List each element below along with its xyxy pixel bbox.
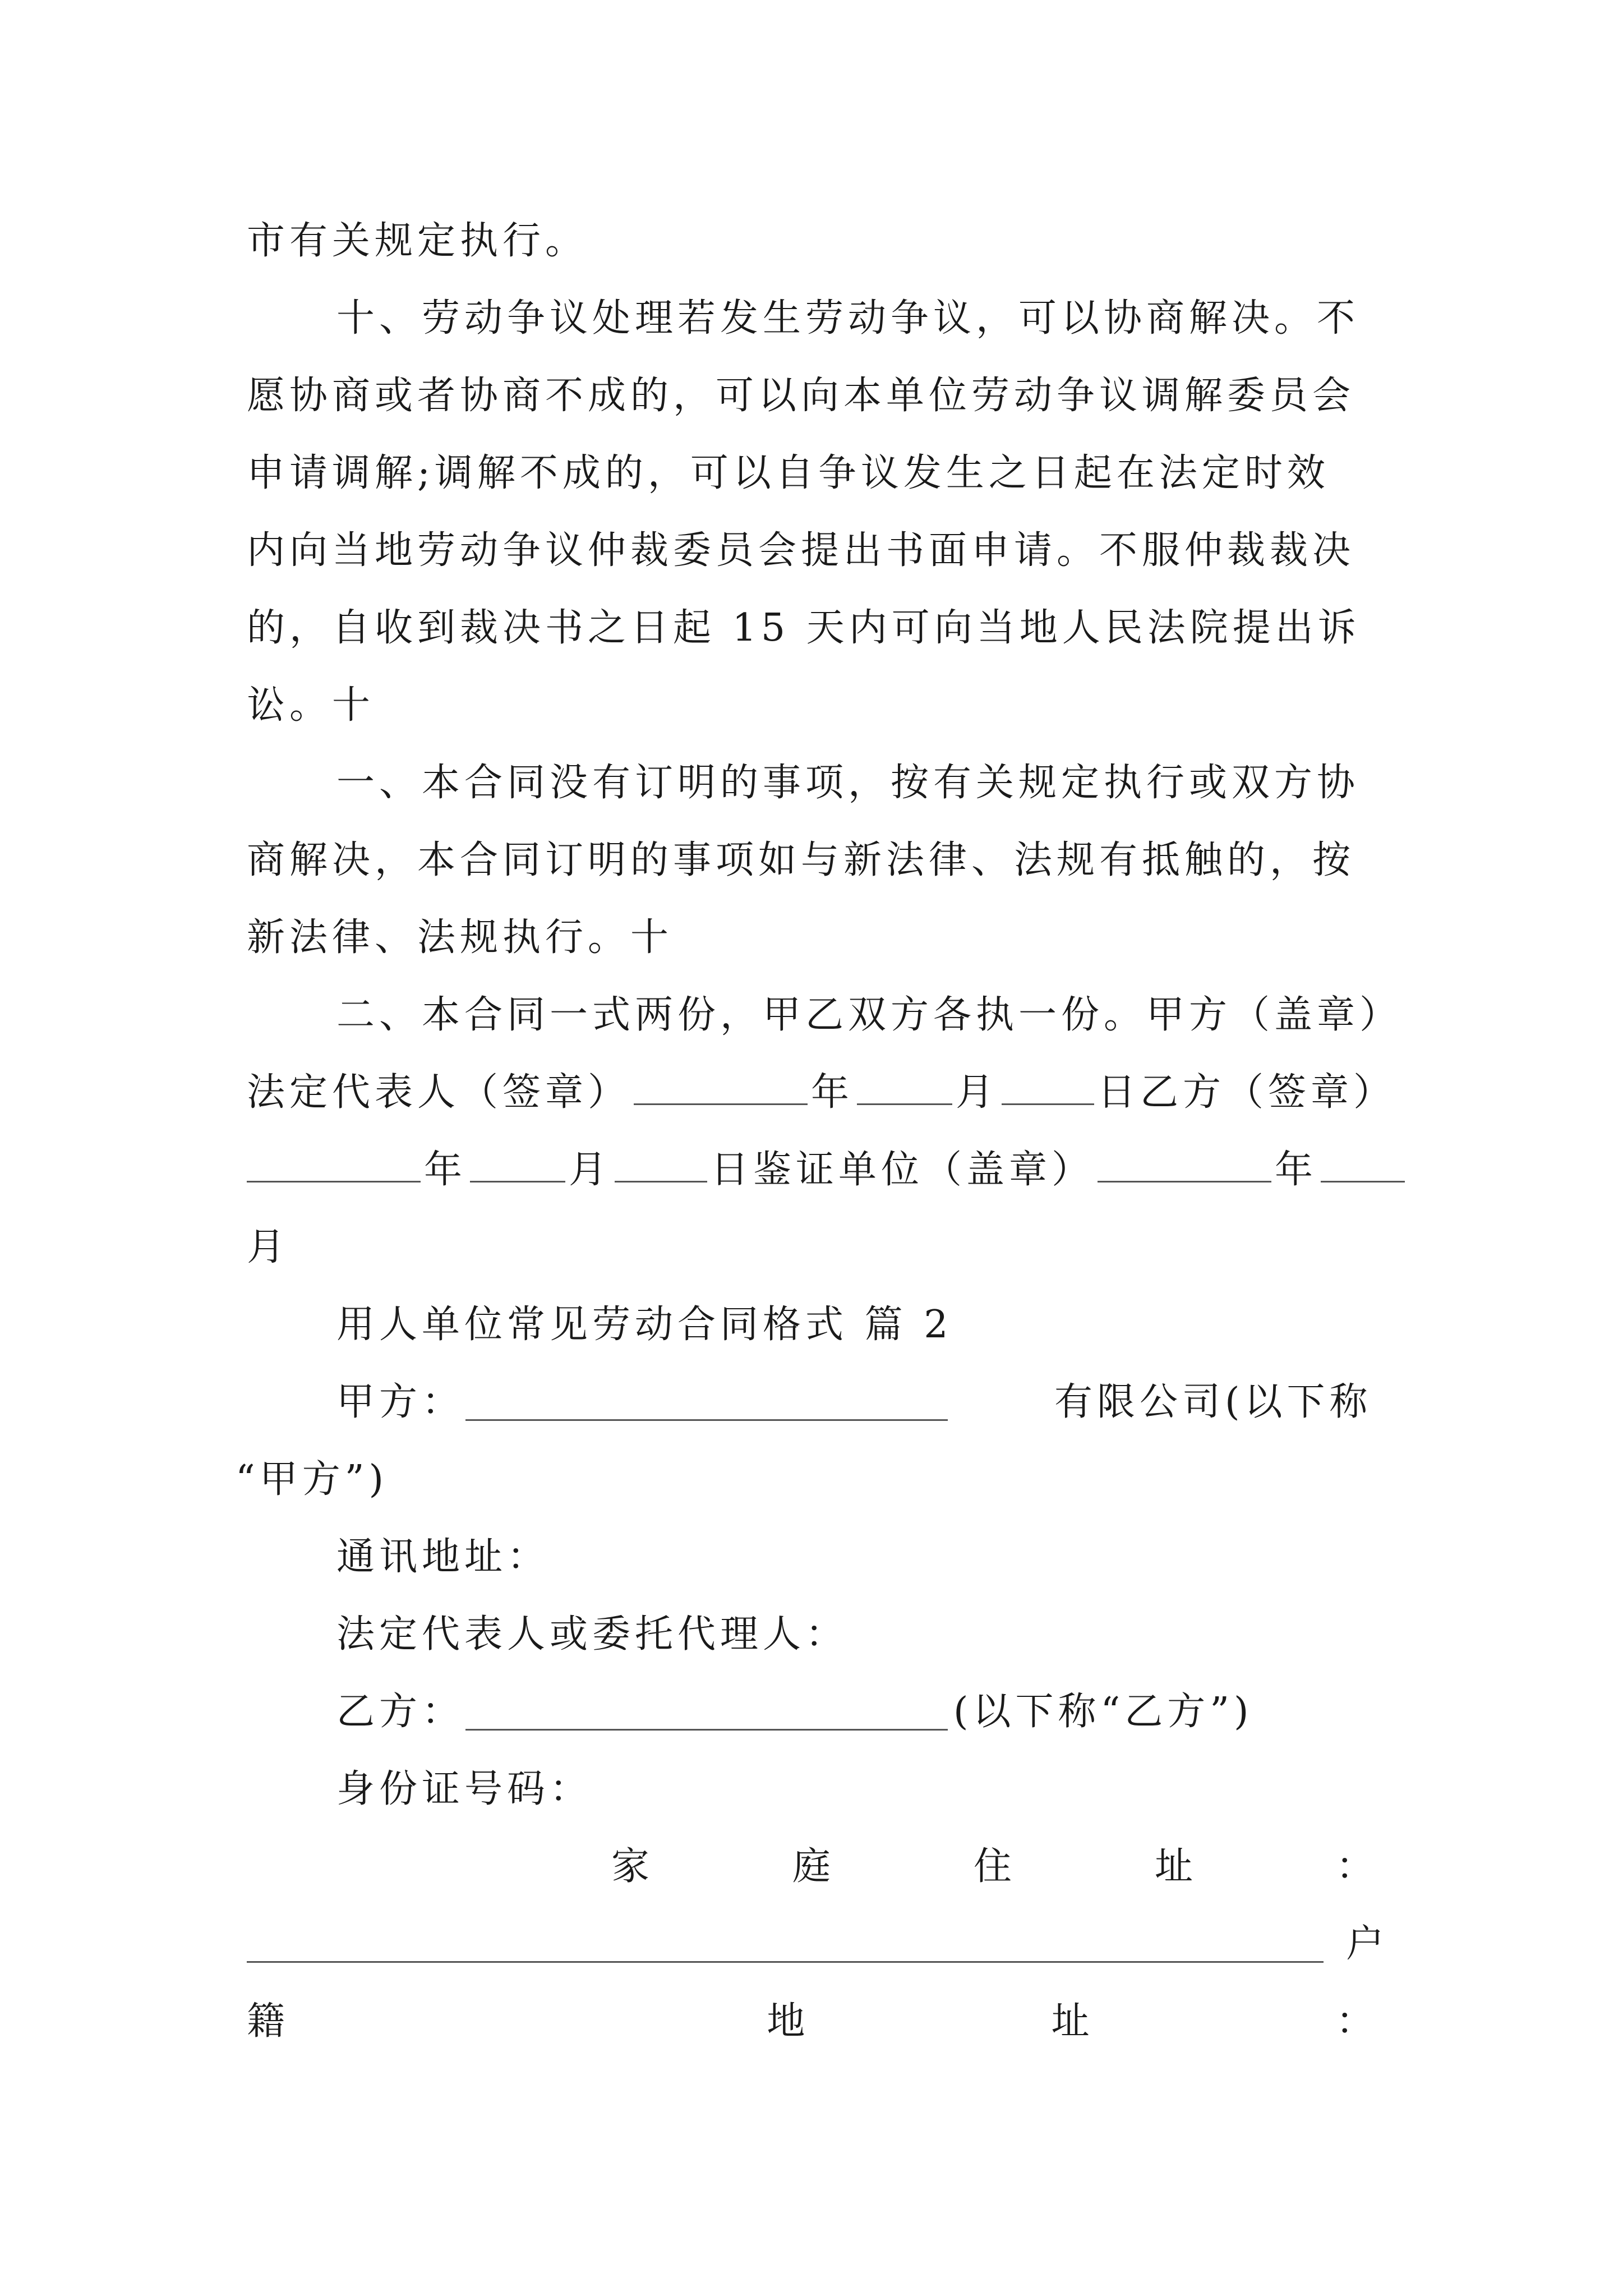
text-fragment: 日乙方（签章） (1098, 1070, 1396, 1115)
text-fragment: 乙方： (336, 1690, 465, 1734)
text-fragment: (以下称“乙方”) (953, 1690, 1253, 1734)
text-line: 商解决，本合同订明的事项如与新法律、法规有抵触的，按 (247, 838, 1355, 882)
blank-field (247, 1147, 421, 1182)
text-line: 讼。十 (247, 683, 375, 728)
home-address-blank (247, 1961, 1324, 1963)
party-a-blank (465, 1419, 948, 1421)
text-fragment: 月 (569, 1148, 612, 1192)
text-fragment: 家 (611, 1844, 650, 1889)
text-line: 十、劳动争议处理若发生劳动争议，可以协商解决。不 (336, 296, 1360, 341)
blank-field (615, 1147, 707, 1182)
text-line: 的，自收到裁决书之日起 15 天内可向当地人民法院提出诉 (247, 606, 1361, 650)
blank-field (470, 1147, 565, 1182)
text-fragment: 有限公司(以下称 (1054, 1380, 1372, 1424)
text-line: 新法律、法规执行。十 (247, 915, 674, 960)
text-fragment: 法定代表人（签章） (247, 1070, 631, 1115)
signature-line-1 (247, 1065, 1396, 1121)
text-fragment: 地 (767, 1999, 805, 2044)
text-fragment: 月 (956, 1070, 999, 1115)
section-heading: 用人单位常见劳动合同格式 篇 2 (336, 1303, 953, 1347)
text-fragment: 籍 (247, 1999, 285, 2044)
blank-field (1098, 1147, 1271, 1182)
text-fragment: 年 (1275, 1148, 1318, 1192)
text-line: 一、本合同没有订明的事项，按有关规定执行或双方协 (336, 761, 1360, 805)
party-b-blank (465, 1729, 948, 1731)
text-line: 愿协商或者协商不成的，可以向本单位劳动争议调解委员会 (247, 374, 1355, 418)
text-fragment: 年 (424, 1148, 467, 1192)
text-fragment: ： (1335, 1999, 1374, 2044)
text-line: 身份证号码： (336, 1767, 593, 1811)
text-fragment: ： (1335, 1844, 1374, 1889)
text-fragment: 庭 (792, 1844, 831, 1889)
text-line: 市有关规定执行。 (247, 219, 588, 263)
signature-line-2 (247, 1142, 1391, 1198)
blank-field (1321, 1147, 1405, 1182)
text-line: 内向当地劳动争议仲裁委员会提出书面申请。不服仲裁裁决 (247, 528, 1355, 573)
household-address-label (247, 1994, 1374, 2050)
text-line: “甲方”) (236, 1457, 389, 1502)
text-fragment: 日鉴证单位（盖章） (711, 1148, 1095, 1192)
home-address-label (611, 1839, 1374, 1895)
text-fragment: 户 (1346, 1922, 1389, 1966)
text-line: 通讯地址： (336, 1535, 550, 1579)
text-line: 法定代表人或委托代理人： (336, 1612, 849, 1657)
text-fragment: 址 (1051, 1999, 1090, 2044)
text-line: 月 (247, 1225, 290, 1269)
blank-field (1002, 1070, 1094, 1105)
blank-field (857, 1070, 952, 1105)
text-fragment: 甲方： (336, 1380, 465, 1424)
text-fragment: 住 (973, 1844, 1012, 1889)
text-fragment: 年 (811, 1070, 854, 1115)
text-line: 二、本合同一式两份，甲乙双方各执一份。甲方（盖章） (336, 993, 1403, 1037)
blank-field (634, 1070, 808, 1105)
text-line: 申请调解;调解不成的，可以自争议发生之日起在法定时效 (247, 451, 1330, 495)
text-fragment: 址 (1154, 1844, 1193, 1889)
